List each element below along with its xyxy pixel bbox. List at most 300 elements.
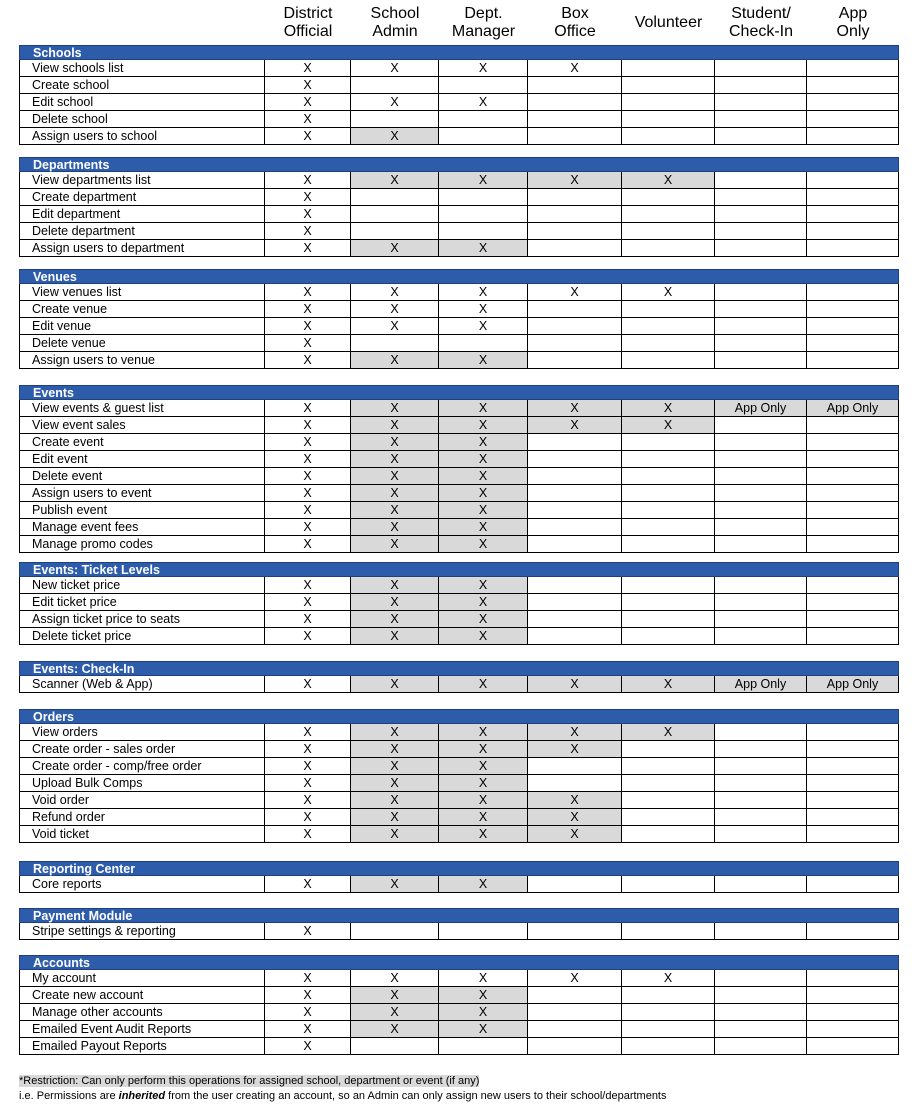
permission-cell-student-check-in: [715, 352, 807, 369]
permission-cell-school-admin: X: [351, 536, 439, 553]
permission-cell-app-only: [807, 809, 899, 826]
permission-cell-app-only: [807, 519, 899, 536]
permission-cell-app-only: [807, 468, 899, 485]
permission-cell-student-check-in: [715, 284, 807, 301]
permission-cell-dept-manager: [439, 335, 528, 352]
permission-cell-student-check-in: [715, 502, 807, 519]
permission-cell-volunteer: [622, 335, 715, 352]
permission-cell-student-check-in: [715, 223, 807, 240]
permission-cell-box-office: [528, 94, 622, 111]
permission-cell-school-admin: X: [351, 577, 439, 594]
permission-cell-school-admin: X: [351, 809, 439, 826]
permission-cell-box-office: [528, 434, 622, 451]
permission-cell-volunteer: [622, 301, 715, 318]
permission-cell-volunteer: [622, 876, 715, 893]
permission-cell-volunteer: [622, 923, 715, 940]
permission-cell-student-check-in: [715, 60, 807, 77]
permission-cell-app-only: [807, 741, 899, 758]
permission-cell-dept-manager: [439, 77, 528, 94]
permission-cell-district-official: X: [265, 451, 351, 468]
footnote-inheritance: [19, 1089, 667, 1103]
permission-cell-app-only: [807, 206, 899, 223]
permission-cell-box-office: [528, 468, 622, 485]
permission-cell-student-check-in: [715, 594, 807, 611]
permission-cell-app-only: [807, 94, 899, 111]
permission-cell-student-check-in: [715, 206, 807, 223]
permission-cell-dept-manager: X: [439, 451, 528, 468]
table-row: [19, 628, 899, 645]
permission-cell-volunteer: [622, 826, 715, 843]
permission-cell-school-admin: X: [351, 826, 439, 843]
permission-label: Void order: [19, 792, 265, 809]
permission-cell-school-admin: X: [351, 724, 439, 741]
permission-cell-dept-manager: X: [439, 318, 528, 335]
permission-cell-student-check-in: [715, 485, 807, 502]
permission-cell-volunteer: [622, 94, 715, 111]
permission-cell-dept-manager: X: [439, 970, 528, 987]
permission-cell-district-official: X: [265, 809, 351, 826]
permission-cell-student-check-in: [715, 1004, 807, 1021]
permission-cell-app-only: [807, 417, 899, 434]
permission-cell-student-check-in: [715, 94, 807, 111]
permission-cell-volunteer: [622, 536, 715, 553]
permission-cell-volunteer: X: [622, 172, 715, 189]
permission-cell-dept-manager: [439, 128, 528, 145]
permission-cell-district-official: X: [265, 724, 351, 741]
permission-cell-dept-manager: X: [439, 434, 528, 451]
column-header-app-only: App Only: [836, 5, 870, 40]
permission-cell-student-check-in: [715, 611, 807, 628]
permission-cell-district-official: X: [265, 594, 351, 611]
permission-label: Upload Bulk Comps: [19, 775, 265, 792]
permission-label: Create school: [19, 77, 265, 94]
permission-cell-school-admin: X: [351, 741, 439, 758]
permission-cell-box-office: [528, 335, 622, 352]
permission-cell-student-check-in: [715, 628, 807, 645]
permission-cell-student-check-in: [715, 240, 807, 257]
permission-cell-volunteer: [622, 594, 715, 611]
permission-cell-district-official: X: [265, 111, 351, 128]
permission-cell-district-official: X: [265, 1038, 351, 1055]
permission-cell-box-office: [528, 128, 622, 145]
permission-cell-student-check-in: [715, 451, 807, 468]
permission-cell-district-official: X: [265, 352, 351, 369]
table-row: [19, 417, 899, 434]
permission-cell-district-official: X: [265, 876, 351, 893]
permission-cell-district-official: X: [265, 611, 351, 628]
permission-cell-app-only: [807, 876, 899, 893]
permission-cell-district-official: X: [265, 970, 351, 987]
permission-label: View events & guest list: [19, 400, 265, 417]
permission-cell-dept-manager: X: [439, 417, 528, 434]
permission-cell-dept-manager: [439, 189, 528, 206]
permission-cell-school-admin: X: [351, 876, 439, 893]
permission-cell-box-office: [528, 502, 622, 519]
table-row: [19, 172, 899, 189]
permission-cell-school-admin: X: [351, 352, 439, 369]
permission-cell-school-admin: X: [351, 468, 439, 485]
permission-cell-app-only: [807, 724, 899, 741]
permission-cell-app-only: [807, 611, 899, 628]
permission-label: Assign users to school: [19, 128, 265, 145]
permission-cell-district-official: X: [265, 60, 351, 77]
permission-cell-app-only: [807, 577, 899, 594]
permission-cell-volunteer: [622, 468, 715, 485]
permission-cell-school-admin: X: [351, 128, 439, 145]
permission-cell-district-official: X: [265, 206, 351, 223]
permission-cell-volunteer: [622, 128, 715, 145]
permission-cell-dept-manager: X: [439, 876, 528, 893]
permission-cell-dept-manager: X: [439, 826, 528, 843]
permission-cell-district-official: X: [265, 792, 351, 809]
permission-cell-box-office: X: [528, 741, 622, 758]
permission-cell-district-official: X: [265, 923, 351, 940]
permission-label: Assign users to department: [19, 240, 265, 257]
permission-cell-dept-manager: X: [439, 536, 528, 553]
permission-cell-district-official: X: [265, 189, 351, 206]
permission-label: Emailed Payout Reports: [19, 1038, 265, 1055]
permission-cell-district-official: X: [265, 318, 351, 335]
permission-cell-volunteer: [622, 577, 715, 594]
permission-cell-dept-manager: [439, 206, 528, 223]
permission-cell-school-admin: X: [351, 502, 439, 519]
permission-cell-volunteer: [622, 1004, 715, 1021]
permission-cell-dept-manager: [439, 1038, 528, 1055]
table-row: [19, 577, 899, 594]
table-row: [19, 240, 899, 257]
footnote-restriction: [19, 1074, 479, 1088]
permission-cell-box-office: [528, 758, 622, 775]
section-title-orders: Orders: [19, 709, 899, 724]
permission-cell-dept-manager: X: [439, 352, 528, 369]
table-row: [19, 434, 899, 451]
permission-cell-district-official: X: [265, 240, 351, 257]
table-row: [19, 60, 899, 77]
permission-cell-student-check-in: [715, 128, 807, 145]
permission-cell-box-office: [528, 519, 622, 536]
permission-cell-box-office: [528, 318, 622, 335]
permission-cell-school-admin: [351, 206, 439, 223]
permission-cell-district-official: X: [265, 485, 351, 502]
permission-cell-school-admin: X: [351, 1021, 439, 1038]
permission-label: Edit venue: [19, 318, 265, 335]
permission-cell-volunteer: [622, 240, 715, 257]
permission-cell-dept-manager: X: [439, 741, 528, 758]
table-row: [19, 1038, 899, 1055]
permission-label: Create new account: [19, 987, 265, 1004]
table-row: [19, 1021, 899, 1038]
permission-cell-student-check-in: [715, 111, 807, 128]
table-row: [19, 792, 899, 809]
section-title-schools: Schools: [19, 45, 899, 60]
permission-cell-student-check-in: [715, 970, 807, 987]
permission-cell-student-check-in: [715, 826, 807, 843]
table-row: [19, 775, 899, 792]
permission-cell-dept-manager: X: [439, 594, 528, 611]
permission-cell-box-office: [528, 876, 622, 893]
footnote-line-1: *Restriction: Can only perform this operations for assigned school, department or event (if any): [19, 1075, 480, 1087]
permission-cell-student-check-in: [715, 434, 807, 451]
table-row: [19, 502, 899, 519]
permission-cell-app-only: [807, 128, 899, 145]
permission-cell-volunteer: [622, 77, 715, 94]
permission-cell-box-office: [528, 77, 622, 94]
table-row: [19, 485, 899, 502]
permission-cell-dept-manager: X: [439, 611, 528, 628]
permission-label: Scanner (Web & App): [19, 676, 265, 693]
permission-cell-district-official: X: [265, 128, 351, 145]
permission-label: Assign ticket price to seats: [19, 611, 265, 628]
permission-cell-district-official: X: [265, 77, 351, 94]
permission-cell-volunteer: [622, 206, 715, 223]
permission-cell-box-office: X: [528, 809, 622, 826]
permission-label: Stripe settings & reporting: [19, 923, 265, 940]
permission-cell-volunteer: X: [622, 417, 715, 434]
permission-cell-volunteer: [622, 485, 715, 502]
permission-cell-app-only: [807, 335, 899, 352]
permission-cell-dept-manager: X: [439, 94, 528, 111]
permission-cell-box-office: X: [528, 724, 622, 741]
permission-cell-volunteer: [622, 792, 715, 809]
permission-label: Refund order: [19, 809, 265, 826]
permission-label: Edit school: [19, 94, 265, 111]
permission-cell-dept-manager: X: [439, 400, 528, 417]
section-title-departments: Departments: [19, 157, 899, 172]
permission-cell-student-check-in: [715, 1021, 807, 1038]
permission-cell-school-admin: X: [351, 434, 439, 451]
column-header-volunteer: Volunteer: [634, 14, 703, 31]
permission-cell-volunteer: [622, 809, 715, 826]
permission-cell-box-office: [528, 352, 622, 369]
permission-cell-dept-manager: X: [439, 577, 528, 594]
section-title-events: Events: [19, 385, 899, 400]
permission-cell-app-only: [807, 987, 899, 1004]
permission-cell-volunteer: [622, 775, 715, 792]
permission-cell-box-office: [528, 485, 622, 502]
permission-cell-box-office: [528, 223, 622, 240]
permission-cell-district-official: X: [265, 301, 351, 318]
permission-cell-volunteer: [622, 758, 715, 775]
table-row: [19, 223, 899, 240]
permission-label: Delete ticket price: [19, 628, 265, 645]
permission-cell-box-office: [528, 1038, 622, 1055]
permission-cell-district-official: X: [265, 741, 351, 758]
permission-cell-app-only: [807, 352, 899, 369]
permission-cell-district-official: X: [265, 223, 351, 240]
permission-cell-district-official: X: [265, 434, 351, 451]
permission-label: View schools list: [19, 60, 265, 77]
permission-label: View departments list: [19, 172, 265, 189]
permission-cell-box-office: [528, 536, 622, 553]
permission-cell-volunteer: [622, 318, 715, 335]
permission-cell-school-admin: X: [351, 451, 439, 468]
permission-cell-app-only: [807, 240, 899, 257]
section-title-payment-module: Payment Module: [19, 908, 899, 923]
permission-cell-dept-manager: X: [439, 775, 528, 792]
table-row: [19, 189, 899, 206]
permission-label: Manage event fees: [19, 519, 265, 536]
permission-label: Delete school: [19, 111, 265, 128]
permission-label: Void ticket: [19, 826, 265, 843]
column-header-district-official: District Official: [283, 5, 333, 40]
permission-cell-student-check-in: [715, 577, 807, 594]
table-row: [19, 923, 899, 940]
permission-cell-school-admin: [351, 189, 439, 206]
table-row: [19, 206, 899, 223]
permission-cell-school-admin: [351, 923, 439, 940]
permission-cell-volunteer: [622, 519, 715, 536]
permission-cell-dept-manager: X: [439, 468, 528, 485]
permission-cell-box-office: X: [528, 676, 622, 693]
permission-cell-box-office: X: [528, 172, 622, 189]
permission-cell-student-check-in: [715, 741, 807, 758]
permission-label: Publish event: [19, 502, 265, 519]
permission-label: View event sales: [19, 417, 265, 434]
table-row: [19, 318, 899, 335]
permission-cell-school-admin: [351, 335, 439, 352]
table-row: [19, 876, 899, 893]
permission-label: Create order - sales order: [19, 741, 265, 758]
permission-cell-app-only: [807, 502, 899, 519]
permission-cell-dept-manager: X: [439, 724, 528, 741]
footnote-line-2-post: from the user creating an account, so an Admin can only assign new users to their school/departments: [165, 1090, 667, 1102]
permission-label: Edit event: [19, 451, 265, 468]
permission-cell-app-only: App Only: [807, 400, 899, 417]
table-row: [19, 111, 899, 128]
permission-cell-district-official: X: [265, 284, 351, 301]
permission-cell-dept-manager: X: [439, 301, 528, 318]
permission-label: My account: [19, 970, 265, 987]
table-row: [19, 826, 899, 843]
permission-label: Assign users to venue: [19, 352, 265, 369]
section-title-reporting-center: Reporting Center: [19, 861, 899, 876]
column-header-row: [0, 0, 917, 46]
permission-cell-app-only: [807, 1038, 899, 1055]
permission-label: Manage promo codes: [19, 536, 265, 553]
permission-cell-dept-manager: X: [439, 240, 528, 257]
permission-cell-volunteer: [622, 502, 715, 519]
permission-cell-dept-manager: X: [439, 502, 528, 519]
permission-cell-dept-manager: X: [439, 758, 528, 775]
permission-cell-student-check-in: [715, 189, 807, 206]
permission-cell-dept-manager: X: [439, 519, 528, 536]
table-row: [19, 284, 899, 301]
permission-cell-district-official: X: [265, 502, 351, 519]
permission-label: Delete department: [19, 223, 265, 240]
permission-label: Edit department: [19, 206, 265, 223]
section-title-venues: Venues: [19, 269, 899, 284]
permission-label: View orders: [19, 724, 265, 741]
permission-cell-box-office: [528, 111, 622, 128]
permission-cell-school-admin: [351, 223, 439, 240]
permission-label: Assign users to event: [19, 485, 265, 502]
permission-cell-app-only: App Only: [807, 676, 899, 693]
permission-cell-district-official: X: [265, 94, 351, 111]
column-header-student-check-in: Student/ Check-In: [728, 5, 794, 40]
permission-cell-district-official: X: [265, 400, 351, 417]
permission-cell-student-check-in: [715, 468, 807, 485]
permission-cell-school-admin: X: [351, 987, 439, 1004]
permission-cell-dept-manager: X: [439, 1004, 528, 1021]
table-row: [19, 970, 899, 987]
permission-cell-app-only: [807, 923, 899, 940]
permission-cell-school-admin: X: [351, 1004, 439, 1021]
permission-cell-box-office: [528, 301, 622, 318]
permission-cell-district-official: X: [265, 628, 351, 645]
permission-cell-box-office: [528, 189, 622, 206]
column-header-school-admin: School Admin: [370, 5, 420, 40]
permission-cell-box-office: X: [528, 417, 622, 434]
permission-cell-volunteer: [622, 1038, 715, 1055]
table-row: [19, 724, 899, 741]
permission-cell-volunteer: [622, 611, 715, 628]
permission-cell-district-official: X: [265, 577, 351, 594]
permission-cell-volunteer: [622, 451, 715, 468]
table-row: [19, 400, 899, 417]
permission-cell-district-official: X: [265, 775, 351, 792]
permission-cell-app-only: [807, 434, 899, 451]
permission-cell-volunteer: [622, 60, 715, 77]
permission-label: Create department: [19, 189, 265, 206]
permission-cell-dept-manager: X: [439, 172, 528, 189]
table-row: [19, 809, 899, 826]
permission-cell-district-official: X: [265, 335, 351, 352]
table-row: [19, 987, 899, 1004]
permission-cell-school-admin: X: [351, 240, 439, 257]
permission-cell-volunteer: X: [622, 284, 715, 301]
permission-label: Manage other accounts: [19, 1004, 265, 1021]
permission-cell-student-check-in: [715, 318, 807, 335]
permission-cell-dept-manager: X: [439, 987, 528, 1004]
table-row: [19, 451, 899, 468]
permission-cell-box-office: [528, 451, 622, 468]
permission-cell-app-only: [807, 536, 899, 553]
table-row: [19, 758, 899, 775]
permission-cell-student-check-in: [715, 536, 807, 553]
permission-cell-district-official: X: [265, 1004, 351, 1021]
permission-cell-box-office: [528, 1004, 622, 1021]
permission-cell-dept-manager: X: [439, 485, 528, 502]
permission-label: Create event: [19, 434, 265, 451]
permission-cell-dept-manager: [439, 923, 528, 940]
permission-cell-district-official: X: [265, 826, 351, 843]
permission-cell-district-official: X: [265, 468, 351, 485]
footnote-line-2-em: inherited: [118, 1090, 166, 1102]
permission-cell-school-admin: [351, 111, 439, 128]
permission-cell-student-check-in: [715, 519, 807, 536]
permission-cell-volunteer: [622, 223, 715, 240]
permission-cell-box-office: [528, 577, 622, 594]
permission-cell-box-office: [528, 987, 622, 1004]
permission-cell-volunteer: [622, 1021, 715, 1038]
permission-cell-school-admin: [351, 77, 439, 94]
permission-cell-student-check-in: [715, 775, 807, 792]
permission-cell-volunteer: [622, 111, 715, 128]
permission-cell-volunteer: [622, 628, 715, 645]
permission-cell-school-admin: X: [351, 301, 439, 318]
permission-cell-volunteer: [622, 987, 715, 1004]
permission-cell-box-office: [528, 240, 622, 257]
permission-label: Delete event: [19, 468, 265, 485]
permission-cell-box-office: [528, 594, 622, 611]
permission-cell-student-check-in: [715, 876, 807, 893]
permission-cell-school-admin: X: [351, 284, 439, 301]
permission-cell-app-only: [807, 970, 899, 987]
permission-cell-student-check-in: [715, 417, 807, 434]
permission-cell-box-office: [528, 775, 622, 792]
permission-cell-box-office: X: [528, 284, 622, 301]
permission-cell-student-check-in: [715, 335, 807, 352]
